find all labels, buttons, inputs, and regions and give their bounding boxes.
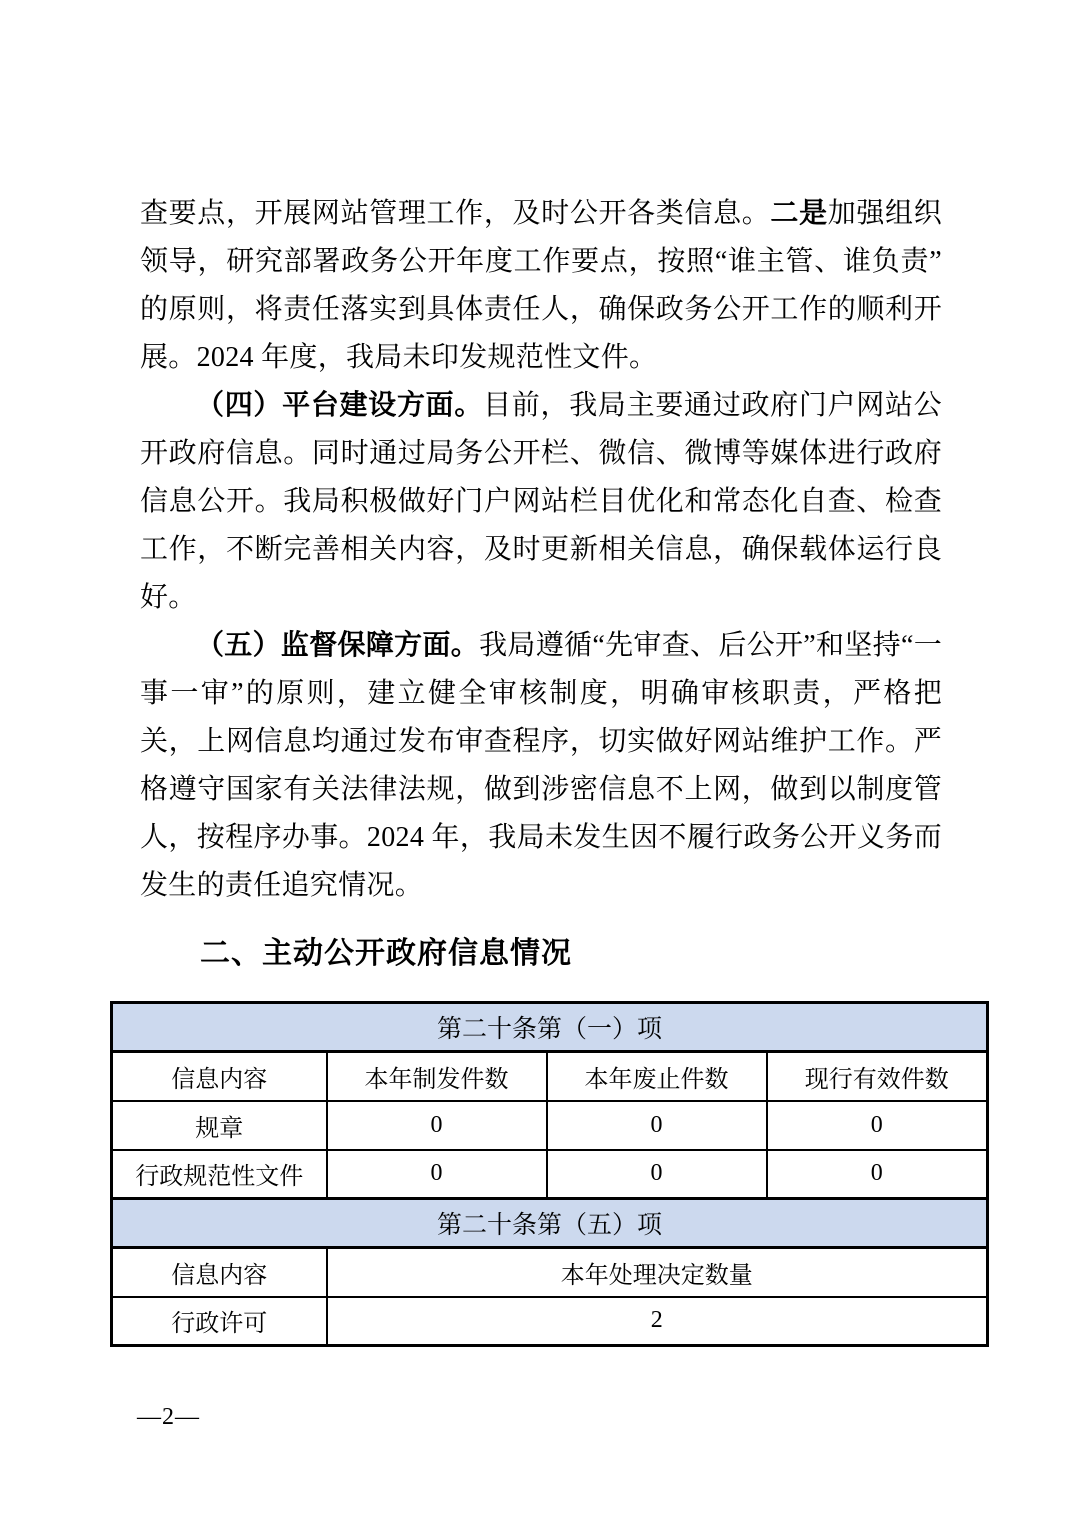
text-run: 查要点，开展网站管理工作，及时公开各类信息。 bbox=[140, 198, 771, 229]
table-section-one-title: 第二十条第（一）项 bbox=[112, 1003, 988, 1052]
header-cell-repealed-count: 本年废止件数 bbox=[547, 1052, 767, 1101]
row-label: 行政规范性文件 bbox=[112, 1150, 327, 1199]
text-run: 加强组织领导，研究部署政务公开年度工作要点，按照“谁主管、谁负责”的原则，将责任落实到具体责任人，确保政务公开工作的顺利开展。2024 年度，我局未印发规范性文件。 bbox=[140, 198, 942, 373]
text-run: 目前，我局主要通过政府门户网站公开政府信息。同时通过局务公开栏、微信、微博等媒体进行政府信息公开。我局积极做好门户网站栏目优化和常态化自查、检查工作，不断完善相关内容，及时更新相关信息，确保载体运行良好。 bbox=[140, 390, 942, 613]
section-heading: 二、主动公开政府信息情况 bbox=[200, 937, 572, 970]
cell-value: 0 bbox=[547, 1150, 767, 1199]
table-header-row bbox=[112, 1052, 988, 1101]
header-cell-effective-count: 现行有效件数 bbox=[767, 1052, 988, 1101]
table-row-normative-documents bbox=[112, 1150, 988, 1199]
paragraph-platform-construction bbox=[140, 382, 942, 622]
body-text bbox=[140, 190, 942, 910]
header-cell-decisions-count: 本年处理决定数量 bbox=[327, 1248, 988, 1297]
header-cell-info-content: 信息内容 bbox=[112, 1248, 327, 1297]
header-cell-issued-count: 本年制发件数 bbox=[327, 1052, 547, 1101]
cell-value: 0 bbox=[327, 1101, 547, 1150]
cell-value: 2 bbox=[327, 1297, 988, 1346]
cell-value: 0 bbox=[767, 1150, 988, 1199]
paragraph-continuation bbox=[140, 190, 942, 382]
row-label: 规章 bbox=[112, 1101, 327, 1150]
paragraph-lead-bold: （四）平台建设方面。 bbox=[196, 390, 484, 421]
table-row-regulations bbox=[112, 1101, 988, 1150]
cell-value: 0 bbox=[327, 1150, 547, 1199]
cell-value: 0 bbox=[767, 1101, 988, 1150]
paragraph-supervision-guarantee bbox=[140, 622, 942, 910]
table-section-two-title: 第二十条第（五）项 bbox=[112, 1199, 988, 1248]
table-section-one-band bbox=[112, 1003, 988, 1052]
cell-value: 0 bbox=[547, 1101, 767, 1150]
table-section-two-band bbox=[112, 1199, 988, 1248]
text-run: 我局遵循“先审查、后公开”和坚持“一事一审”的原则，建立健全审核制度，明确审核职责，严格把关，上网信息均通过发布审查程序，切实做好网站维护工作。严格遵守国家有关法律法规，做到涉密信息不上网，做到以制度管人，按程序办事。2024 年，我局未发生因不履行政务公开义务而发生的责任追究情况。 bbox=[140, 630, 942, 901]
paragraph-lead-bold: （五）监督保障方面。 bbox=[196, 630, 480, 661]
table-header-row-two bbox=[112, 1248, 988, 1297]
table-row-administrative-license bbox=[112, 1297, 988, 1346]
disclosure-info-table bbox=[110, 1001, 989, 1347]
row-label: 行政许可 bbox=[112, 1297, 327, 1346]
text-run-bold: 二是 bbox=[770, 198, 828, 229]
header-cell-info-content: 信息内容 bbox=[112, 1052, 327, 1101]
page-number: —2— bbox=[137, 1404, 200, 1430]
